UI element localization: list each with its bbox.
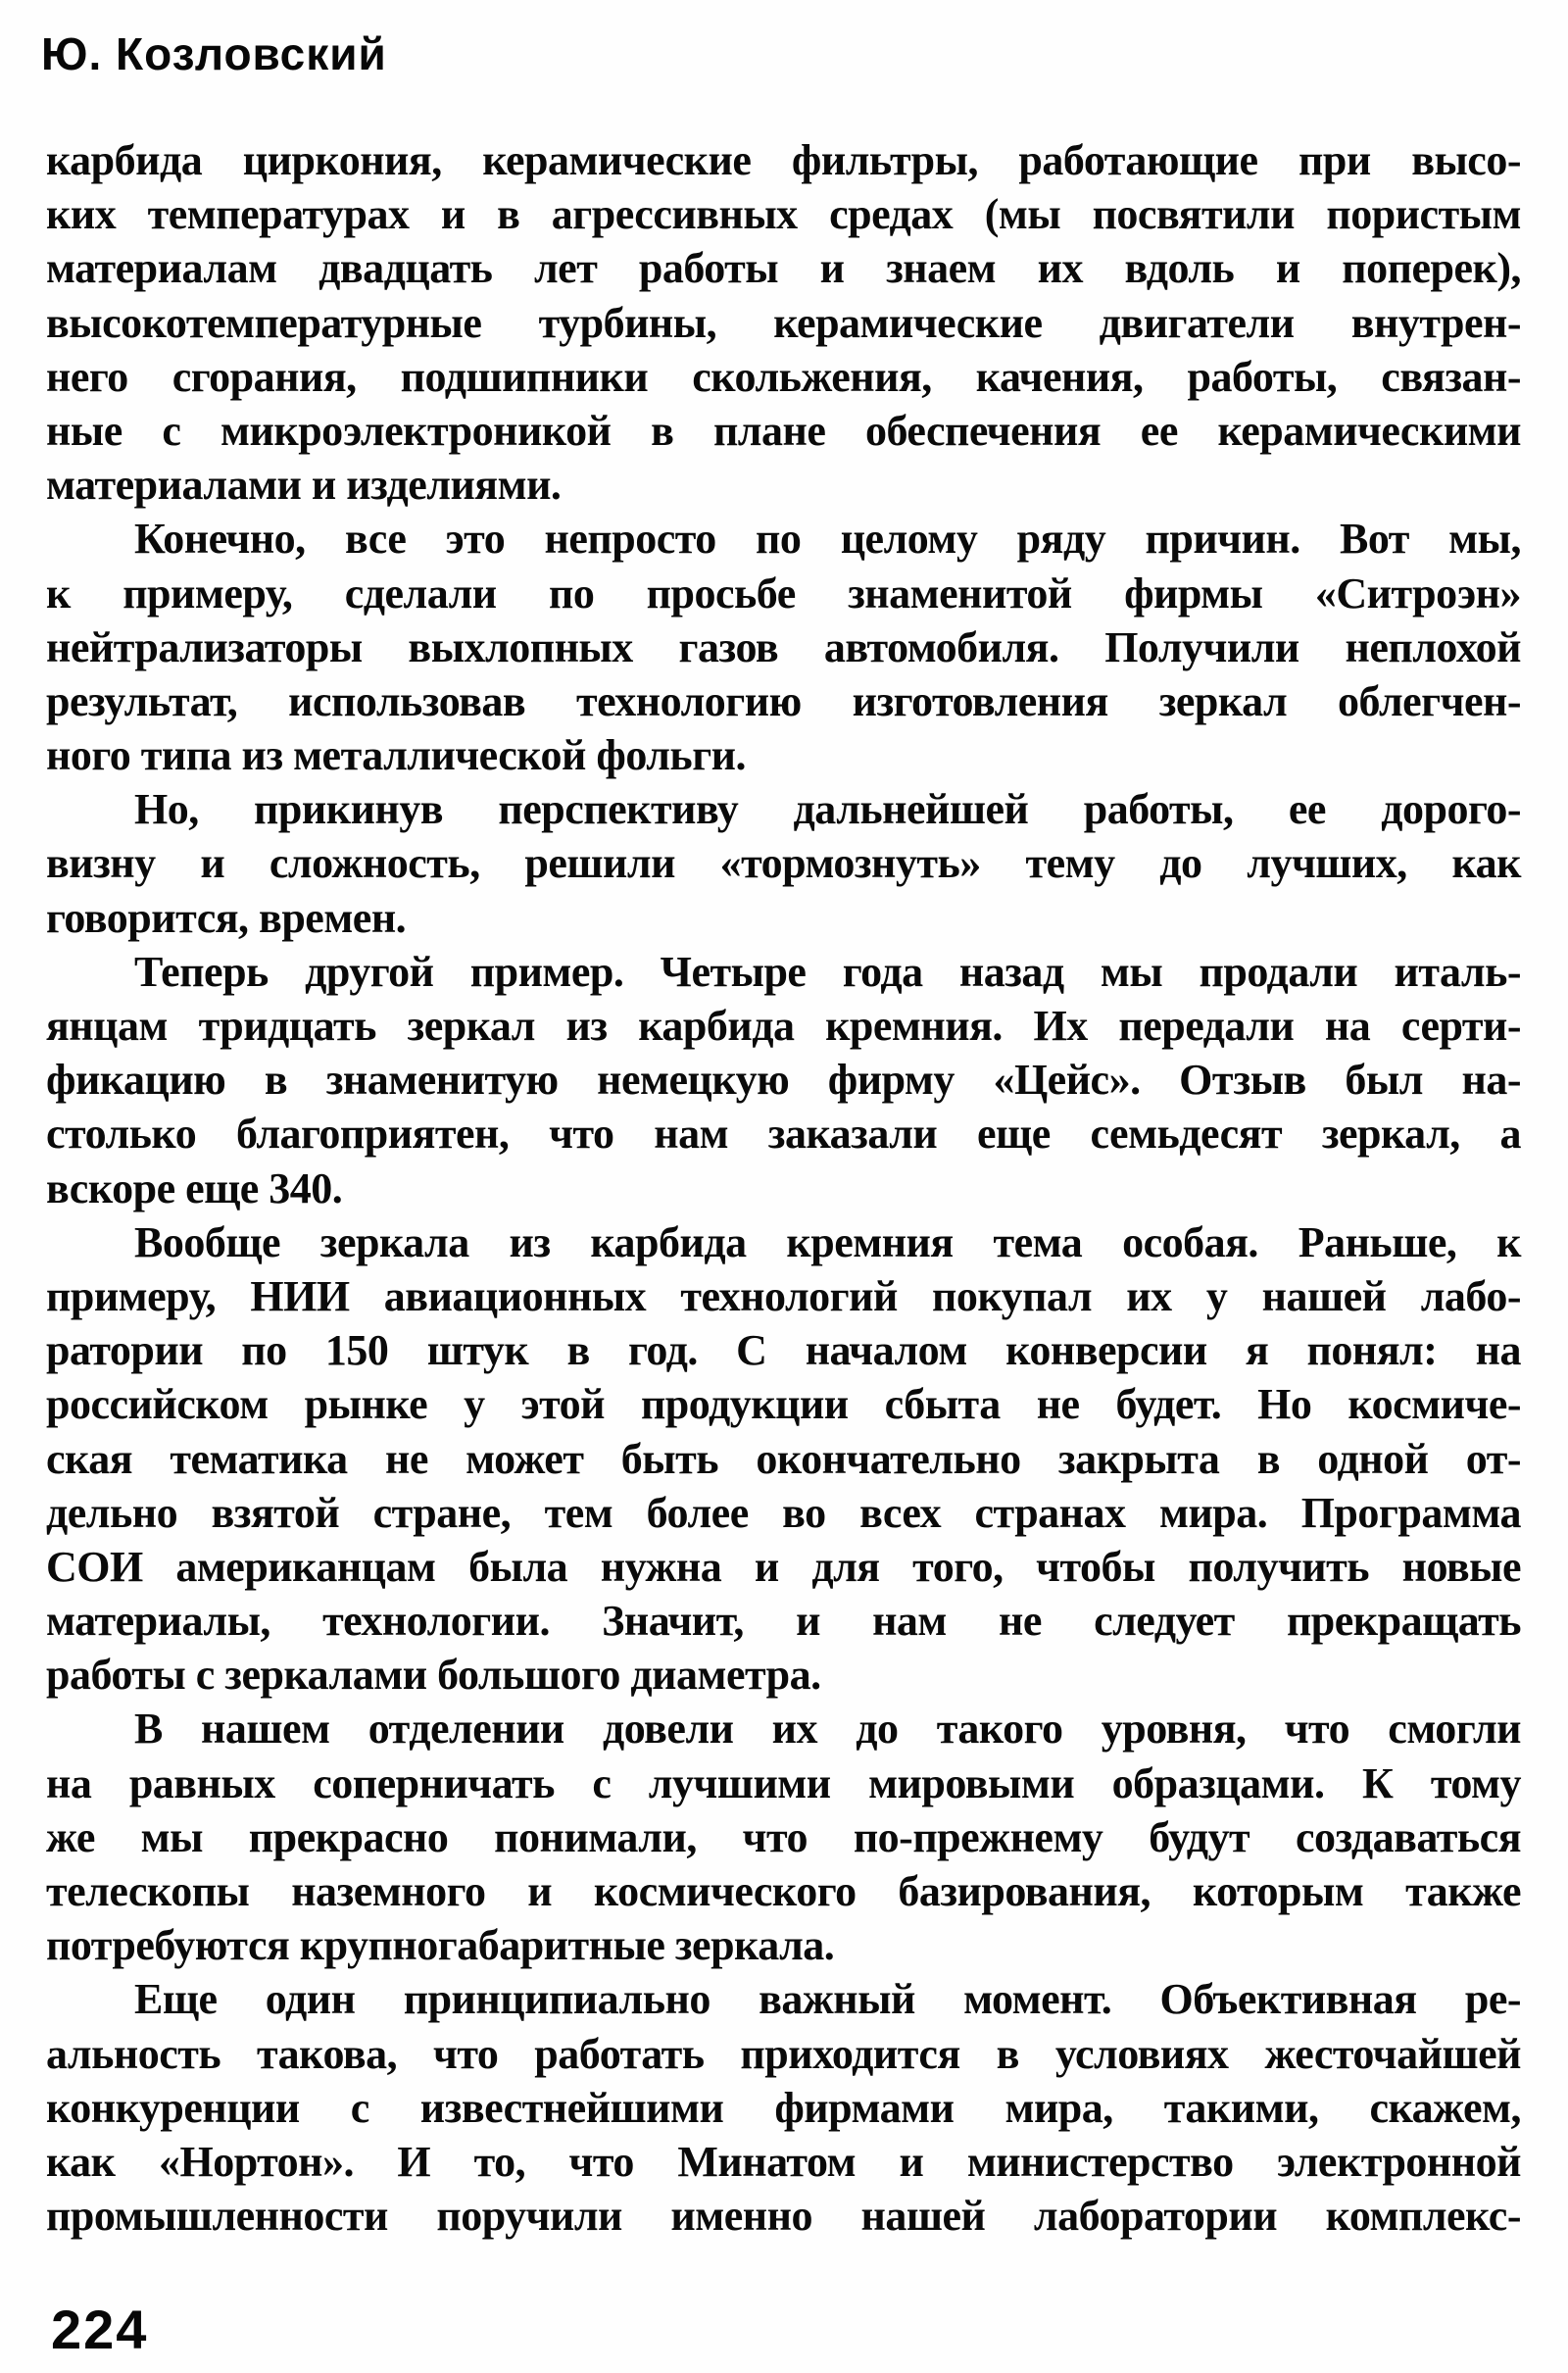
text-line: же мы прекрасно понимали, что по-прежнему будут создаваться bbox=[46, 1812, 1521, 1861]
text-line: Конечно, все это непросто по целому ряду причин. Вот мы, bbox=[134, 515, 1521, 564]
text-line: к примеру, сделали по просьбе знаменитой фирмы «Ситроэн» bbox=[46, 569, 1521, 618]
text-line: нейтрализаторы выхлопных газов автомобиля. Получили неплохой bbox=[46, 622, 1521, 671]
text-line: материалами и изделиями. bbox=[46, 461, 562, 510]
text-line: российском рынке у этой продукции сбыта не будет. Но космиче- bbox=[46, 1380, 1521, 1429]
text-line: телескопы наземного и космического базирования, которым также bbox=[46, 1867, 1521, 1915]
text-line: столько благоприятен, что нам заказали еще семьдесят зеркал, а bbox=[46, 1110, 1521, 1159]
text-line: СОИ американцам была нужна и для того, чтобы получить новые bbox=[46, 1542, 1521, 1591]
text-line: карбида циркония, керамические фильтры, работающие при высо- bbox=[46, 136, 1521, 184]
text-line: конкуренции с известнейшими фирмами мира, такими, скажем, bbox=[46, 2083, 1521, 2132]
page-number: 224 bbox=[51, 2299, 149, 2360]
text-line: дельно взятой стране, тем более во всех странах мира. Программа bbox=[46, 1488, 1521, 1537]
text-line: янцам тридцать зеркал из карбида кремния. Их передали на серти- bbox=[46, 1002, 1521, 1050]
text-line: материалам двадцать лет работы и знаем их вдоль и поперек), bbox=[46, 244, 1521, 293]
text-line: вскоре еще 340. bbox=[46, 1163, 343, 1212]
text-line: ратории по 150 штук в год. С началом конверсии я понял: на bbox=[46, 1326, 1521, 1375]
text-line: ные с микроэлектроникой в плане обеспечения ее керамическими bbox=[46, 406, 1521, 455]
text-line: него сгорания, подшипники скольжения, качения, работы, связан- bbox=[46, 352, 1521, 401]
text-line: примеру, НИИ авиационных технологий покупал их у нашей лабо- bbox=[46, 1271, 1521, 1320]
text-line: как «Нортон». И то, что Минатом и министерство электронной bbox=[46, 2137, 1521, 2186]
text-line: промышленности поручили именно нашей лаборатории комплекс- bbox=[46, 2192, 1521, 2241]
text-line: на равных соперничать с лучшими мировыми образцами. К тому bbox=[46, 1758, 1521, 1807]
text-line: визну и сложность, решили «тормознуть» тему до лучших, как bbox=[46, 839, 1521, 888]
body-text-block bbox=[46, 133, 1521, 2243]
text-line: потребуются крупногабаритные зеркала. bbox=[46, 1921, 835, 1970]
text-line: Теперь другой пример. Четыре года назад мы продали италь- bbox=[134, 947, 1521, 996]
text-line: ких температурах и в агрессивных средах (мы посвятили пористым bbox=[46, 190, 1521, 239]
text-line: Вообще зеркала из карбида кремния тема особая. Раньше, к bbox=[134, 1217, 1521, 1266]
text-line: высокотемпературные турбины, керамические двигатели внутрен- bbox=[46, 298, 1521, 347]
text-line: работы с зеркалами большого диаметра. bbox=[46, 1651, 821, 1700]
text-line: ного типа из металлической фольги. bbox=[46, 731, 747, 780]
text-line: ская тематика не может быть окончательно закрыта в одной от- bbox=[46, 1434, 1521, 1483]
running-header: Ю. Козловский bbox=[41, 28, 387, 79]
text-line: Еще один принципиально важный момент. Объективная ре- bbox=[134, 1975, 1521, 2024]
text-line: говорится, времен. bbox=[46, 893, 407, 942]
text-line: В нашем отделении довели их до такого уровня, что смогли bbox=[134, 1705, 1521, 1754]
text-line: Но, прикинув перспективу дальнейшей работы, ее дорого- bbox=[134, 785, 1521, 834]
text-line: альность такова, что работать приходится в условиях жесточайшей bbox=[46, 2029, 1521, 2078]
text-line: фикацию в знаменитую немецкую фирму «Цейс». Отзыв был на- bbox=[46, 1056, 1521, 1105]
text-line: результат, использовав технологию изготовления зеркал облегчен- bbox=[46, 676, 1521, 725]
text-line: материалы, технологии. Значит, и нам не следует прекращать bbox=[46, 1597, 1521, 1646]
